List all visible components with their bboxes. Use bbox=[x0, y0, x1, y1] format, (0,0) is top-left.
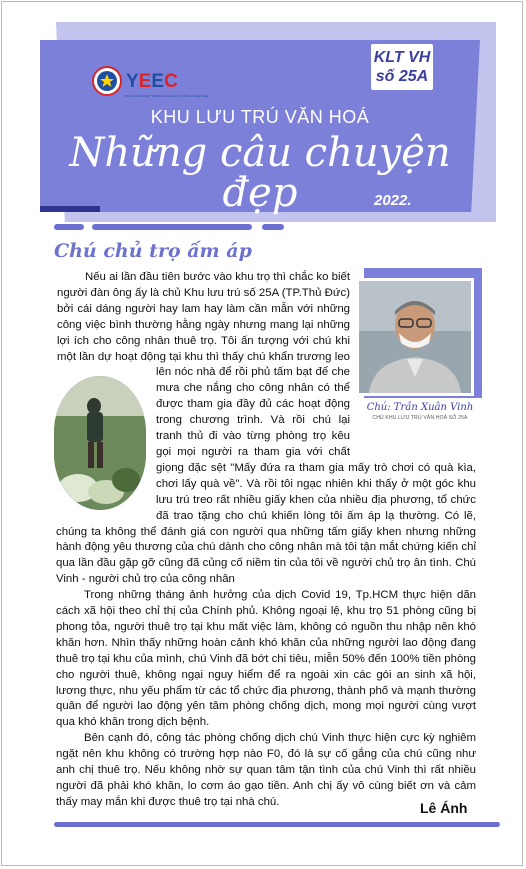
divider-dot-2 bbox=[262, 224, 284, 230]
logo-wordmark: YEEC bbox=[126, 70, 178, 92]
paragraph-2: Trong những tháng ảnh hưởng của dịch Covid 19, Tp.HCM thực hiện dãn cách xã hội theo chỉ thị của Chính phủ. Không ngoại lệ, khu trọ 51 phòng cũng bị phong tỏa, người thuê trọ tại khu mất việc làm, không có nguồn thu nhập nên khó khăn hơn. Nhìn thấy những hoàn cảnh khó khăn của những người lao động đang thuê trọ tại khu của mình, chú Vinh đã bớt chi tiêu, miễn 50% đến 100% tiền phòng cho người thuê, không ngại nguy hiểm để ra ngoài xin các gói an sinh xã hội, lương thực, nhu yếu phẩm từ các tổ chức địa phương, thành phố và mạnh thường quân để người lao động yên tâm phòng chống dịch, mong mọi người cùng vượt qua khó khăn trong dịch bệnh. bbox=[56, 589, 476, 729]
issue-tag bbox=[371, 44, 433, 90]
banner-year: 2022. bbox=[374, 192, 412, 209]
youth-union-emblem-icon bbox=[92, 66, 122, 96]
portrait-caption-role: CHỦ KHU LƯU TRÚ VĂN HOÁ SỐ 25A bbox=[372, 415, 468, 421]
issue-tag-line-2: số 25A bbox=[375, 68, 429, 85]
article-headline: Chú chủ trọ ấm áp bbox=[54, 240, 252, 262]
footer-bar bbox=[54, 822, 500, 827]
paragraph-1: Nếu ai lần đầu tiên bước vào khu trọ thì chắc ko biết người đàn ông ấy là chủ Khu lưu trú số 25A (TP.Thủ Đức) bởi cái dáng người hay lam hay làm cần mẫn với những công việc bình thường hằng ngày nhưng mang lại những lợi ích cho công nhân thuê trọ. Tôi ấn tượng với chú khi một lần dự hoạt động tại khu thì thấy chú khẩn trương leo lên nóc nhà để rồi phủ tấm bạt để che mưa che nắng cho công nhân có thể được tham gia đầy đủ các hoạt động trong chương trình. Và rồi chú lại tranh thủ đi vào từng phòng trọ kêu gọi mọi người ra tham gia với chất giọng đặc sệt "Mấy đứa ra tham gia mấy trò chơi có quà kìa, chơi lấy quà về". Và rồi tôi ngạc nhiên khi thấy ở một góc khu lưu trú treo rất nhiều giấy khen của nhiều địa phương, tổ chức đã trao tặng cho chú khiến lòng tôi ấm áp lạ thường. Có lẽ, chúng ta không thể đánh giá con người qua những tấm giấy khen nhưng những hành động yêu thương của chú dành cho công nhân mà tôi tận mắt chứng kiến chỉ qua lần đầu gặp gỡ cũng đã củng cố niềm tin của tôi về người chủ trọ ân tình. Chú Vinh - người chủ trọ của công nhân bbox=[56, 271, 476, 586]
divider-bar-left bbox=[92, 224, 252, 230]
volunteer-spacer bbox=[56, 376, 150, 512]
banner-script-title: Những câu chuyện đẹp bbox=[69, 130, 451, 216]
logo-subtitle: TRUNG TÂM PHÁT TRIỂN KHOA HỌC VÀ CÔNG NGHỆ TRẺ bbox=[124, 94, 208, 98]
paragraph-3: Bên cạnh đó, công tác phòng chống dịch chú Vinh thực hiện cực kỳ nghiêm ngặt nên khu không có trường hợp nào F0, đó là sự cố gắng của chú cũng như anh chị thuê trọ. Nếu không nhờ sự quan tâm tận tình của chú Vinh thì rất nhiều người đã phải khó khăn, lo cơm áo gạo tiền. Anh chị ấy vô cùng biết ơn và cảm thấy may mắn khi được thuê trọ tại nhà chú. bbox=[56, 732, 476, 808]
issue-tag-line-1: KLT VH bbox=[373, 49, 431, 66]
banner-title: KHU LƯU TRÚ VĂN HOÁ bbox=[150, 107, 370, 127]
article-body bbox=[56, 270, 476, 811]
article-author: Lê Ánh bbox=[420, 800, 468, 816]
divider-dot bbox=[54, 224, 84, 230]
portrait-caption-name: Chú: Trần Xuân Vinh bbox=[366, 402, 474, 413]
portrait-spacer bbox=[356, 266, 482, 454]
